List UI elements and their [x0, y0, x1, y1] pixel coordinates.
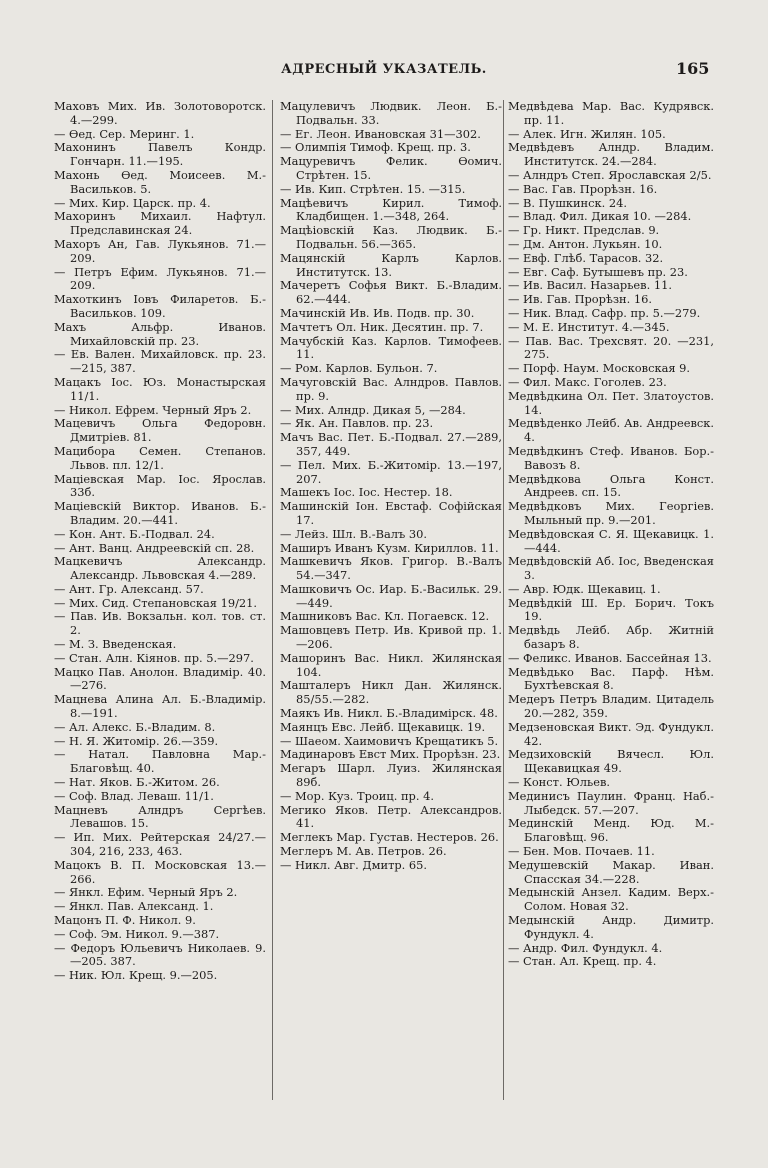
directory-entry: — Алндръ Степ. Ярославская 2/5. — [508, 167, 712, 182]
directory-entry: Мацневъ Алндръ Сергѣев. Левашов. 15. — [54, 802, 266, 831]
directory-entry: — Олимпія Тимоф. Крещ. пр. 3. — [280, 140, 471, 155]
directory-entry: Мацуревичъ Фелик. Ѳомич. Стрѣтен. 15. — [280, 154, 502, 182]
directory-entry: — Ѳед. Сер. Меринг. 1. — [54, 126, 195, 141]
directory-entry: — Влад. Фил. Дикая 10. —284. — [508, 209, 692, 224]
directory-entry: — Пав. Ив. Вокзальн. кол. тов. ст. 2. — [54, 609, 266, 638]
column-divider — [272, 100, 273, 1100]
directory-entry: Медвѣдько Вас. Парф. Нѣм. Бухтѣевская 8. — [508, 664, 714, 693]
directory-entry: — Петръ Ефим. Лукьянов. 71.—209. — [54, 264, 266, 293]
directory-entry: — Ег. Леон. Ивановская 31—302. — [280, 126, 481, 141]
directory-entry: Мацонъ П. Ф. Никол. 9. — [54, 913, 196, 928]
directory-entry: Мацнева Алина Ал. Б.-Владимір. 8.—191. — [54, 692, 266, 721]
directory-entry: Медвѣдкова Ольга Конст. Андреев. сп. 15. — [508, 471, 714, 500]
directory-entry: Маховъ Мих. Ив. Золотоворотск. 4.—299. — [54, 100, 266, 127]
directory-entry: — Шаеом. Хаимовичъ Крещатикъ 5. — [280, 733, 499, 748]
directory-entry: — Кон. Ант. Б.-Подвал. 24. — [54, 526, 215, 541]
column-divider — [503, 100, 504, 1100]
directory-entry: — Соф. Эм. Никол. 9.—387. — [54, 926, 220, 941]
directory-entry: Машталеръ Никл Дан. Жилянск. 85/55.—282. — [280, 678, 502, 707]
directory-entry: — Ант. Гр. Александ. 57. — [54, 581, 204, 596]
directory-entry: — Конст. Юльев. — [508, 775, 611, 790]
directory-entry: — Стан. Алн. Кіянов. пр. 5.—297. — [54, 650, 254, 665]
directory-entry: — Бен. Мов. Почаев. 11. — [508, 844, 655, 859]
directory-entry: — Янкл. Ефим. Черный Яръ 2. — [54, 885, 238, 900]
directory-entry: Махонь Ѳед. Моисеев. М.-Васильков. 5. — [54, 167, 266, 196]
directory-entry: — Мих. Алндр. Дикая 5, —284. — [280, 402, 466, 417]
directory-entry: Машоринъ Вас. Никл. Жилянская 104. — [280, 650, 502, 679]
directory-entry: — Натал. Павловна Мар.-Благовѣщ. 40. — [54, 747, 266, 776]
directory-entry: — Мих. Кир. Царск. пр. 4. — [54, 195, 211, 210]
directory-entry: Махъ Альфр. Иванов. Михайловскій пр. 23. — [54, 319, 266, 348]
directory-entry: Медвѣдевъ Алндр. Владим. Институтск. 24.—284. — [508, 140, 714, 169]
directory-entry: — Фил. Макс. Гоголев. 23. — [508, 374, 667, 389]
directory-column-1 — [54, 100, 266, 1110]
directory-entry: Мацѣевичъ Кирил. Тимоф. Кладбищен. 1.—348, 264. — [280, 195, 502, 224]
directory-entry: — Ив. Гав. Прорѣзн. 16. — [508, 292, 652, 307]
directory-entry: Мацко Пав. Анолон. Владимір. 40.—276. — [54, 664, 266, 693]
directory-entry: — Пав. Вас. Трехсвят. 20. —231, 275. — [508, 333, 714, 362]
directory-entry: — М. З. Введенская. — [54, 637, 177, 652]
directory-entry: Мацевичъ Ольга Федоровн. Дмитріев. 81. — [54, 416, 266, 445]
directory-entry: Мединскій Менд. Юд. М.-Благовѣщ. 96. — [508, 816, 714, 845]
directory-entry: Маянцъ Евс. Лейб. Щекавицк. 19. — [280, 719, 486, 734]
page-header-title: АДРЕСНЫЙ УКАЗАТЕЛЬ. — [281, 62, 487, 77]
directory-entry: — В. Пушкинск. 24. — [508, 195, 628, 210]
directory-column-2 — [280, 100, 502, 1110]
directory-entry: Маякъ Ив. Никл. Б.-Владимірск. 48. — [280, 706, 498, 721]
directory-entry: — Ант. Ванц. Андреевскій сп. 28. — [54, 540, 255, 555]
directory-entry: — Авр. Юдк. Щекавиц. 1. — [508, 581, 661, 596]
directory-entry: Мачуговскій Вас. Алндров. Павлов. пр. 9. — [280, 374, 502, 403]
directory-entry: Медвѣденко Лейб. Ав. Андреевск. 4. — [508, 416, 714, 445]
directory-entry: Мацокъ В. П. Московская 13.—266. — [54, 857, 266, 886]
directory-entry: — Дм. Антон. Лукьян. 10. — [508, 236, 663, 251]
directory-entry: Медвѣдовская С. Я. Щекавицк. 1.—444. — [508, 526, 714, 555]
directory-entry: Медвѣдкина Ол. Пет. Златоустов. 14. — [508, 388, 714, 417]
directory-entry: Меглеръ М. Ав. Петров. 26. — [280, 844, 447, 859]
directory-entry: — М. Е. Институт. 4.—345. — [508, 319, 670, 334]
directory-entry: — Мор. Куз. Троиц. пр. 4. — [280, 788, 434, 803]
directory-entry: Медеръ Петръ Владим. Цитадель 20.—282, 359. — [508, 692, 714, 721]
directory-entry: Медвѣдкій Ш. Ер. Борич. Токъ 19. — [508, 595, 714, 624]
directory-entry: Машинскій Іон. Евстаф. Софійская 17. — [280, 499, 502, 527]
directory-entry: — Гр. Никт. Предслав. 9. — [508, 223, 660, 238]
directory-entry: — Феликс. Иванов. Бассейная 13. — [508, 650, 712, 665]
directory-entry: Махоринъ Михаил. Нафтул. Предславинская 24. — [54, 209, 266, 238]
directory-entry: Мацкевичъ Александр. Александр. Львовская 4.—289. — [54, 554, 266, 583]
directory-entry: Машниковъ Вас. Кл. Погаевск. 12. — [280, 609, 490, 624]
directory-entry: — Вас. Гав. Прорѣзн. 16. — [508, 181, 658, 196]
directory-entry: Мацѣіовскій Каз. Людвик. Б.-Подвальн. 56.—365. — [280, 223, 502, 251]
directory-entry: Мачъ Вас. Пет. Б.-Подвал. 27.—289, 357, 449. — [280, 430, 502, 458]
directory-entry: — Лейз. Шл. В.-Валъ 30. — [280, 526, 427, 541]
directory-entry: Медвѣдковъ Мих. Георгіев. Мыльный пр. 9.—201. — [508, 499, 714, 527]
directory-entry: — Никл. Авг. Дмитр. 65. — [280, 857, 428, 872]
directory-entry: — Порф. Наум. Московская 9. — [508, 361, 691, 376]
directory-entry: Медвѣдева Мар. Вас. Кудрявск. пр. 11. — [508, 100, 714, 127]
directory-entry: — Соф. Влад. Леваш. 11/1. — [54, 788, 214, 803]
directory-entry: Мацибора Семен. Степанов. Львов. пл. 12/1. — [54, 443, 266, 472]
directory-entry: — Алек. Игн. Жилян. 105. — [508, 126, 666, 141]
directory-entry: Мегаръ Шарл. Луиз. Жилянская 89б. — [280, 761, 502, 790]
directory-entry: — Стан. Ал. Крещ. пр. 4. — [508, 954, 657, 969]
directory-entry: Медынскій Андр. Димитр. Фундукл. 4. — [508, 913, 714, 941]
directory-entry: Медвѣдь Лейб. Абр. Житній базаръ 8. — [508, 623, 714, 652]
directory-entry: — Н. Я. Житомір. 26.—359. — [54, 733, 219, 748]
directory-entry: Медвѣдовскій Аб. Іос, Введенская 3. — [508, 554, 714, 583]
directory-entry: — Янкл. Пав. Александ. 1. — [54, 899, 214, 914]
page-number: 165 — [676, 59, 710, 78]
directory-entry: Медынскій Анзел. Кадим. Верх.-Солом. Новая 32. — [508, 885, 714, 914]
directory-entry: — Ром. Карлов. Бульон. 7. — [280, 361, 438, 376]
directory-entry: Мегико Яков. Петр. Александров. 41. — [280, 802, 502, 831]
directory-entry: — Ив. Кип. Стрѣтен. 15. —315. — [280, 181, 466, 196]
directory-entry: Мацянскій Карлъ Карлов. Институтск. 13. — [280, 250, 502, 279]
directory-entry: Мацакъ Іос. Юз. Монастырская 11/1. — [54, 374, 266, 403]
directory-entry: Мачеретъ Софья Викт. Б.-Владим. 62.—444. — [280, 278, 502, 307]
directory-entry: Машкевичъ Яков. Григор. В.-Валъ 54.—347. — [280, 554, 502, 583]
directory-entry: Машковичъ Ос. Иар. Б.-Васильк. 29.—449. — [280, 581, 502, 610]
directory-entry: Махонинъ Павелъ Кондр. Гончарн. 11.—195. — [54, 140, 266, 169]
directory-entry: — Нат. Яков. Б.-Житом. 26. — [54, 775, 220, 790]
directory-entry: Мединисъ Паулин. Франц. Наб.-Лыбедск. 57.—207. — [508, 788, 714, 817]
directory-entry: — Пел. Мих. Б.-Житомір. 13.—197, 207. — [280, 457, 502, 486]
directory-entry: — Ип. Мих. Рейтерская 24/27.—304, 216, 233, 463. — [54, 830, 266, 859]
directory-entry: — Ал. Алекс. Б.-Владим. 8. — [54, 719, 216, 734]
directory-entry: — Никол. Ефрем. Черный Яръ 2. — [54, 402, 252, 417]
directory-entry: — Мих. Сид. Степановская 19/21. — [54, 595, 258, 610]
directory-entry: Медвѣдкинъ Стеф. Иванов. Бор.-Вавозъ 8. — [508, 443, 714, 472]
directory-entry: Махоткинъ Іовъ Филаретов. Б.-Васильков. 109. — [54, 292, 266, 320]
directory-entry: Медзеновская Викт. Эд. Фундукл. 42. — [508, 719, 714, 748]
directory-entry: Мадинаровъ Евст Мих. Прорѣзн. 23. — [280, 747, 501, 762]
directory-entry: — Андр. Фил. Фундукл. 4. — [508, 940, 663, 955]
directory-entry: — Як. Ан. Павлов. пр. 23. — [280, 416, 434, 431]
directory-entry: Маціевская Мар. Іос. Ярослав. 33б. — [54, 471, 266, 500]
directory-entry: — Евф. Глѣб. Тарасов. 32. — [508, 250, 664, 265]
directory-entry: — Евг. Саф. Бутышевъ пр. 23. — [508, 264, 688, 279]
directory-column-3 — [508, 100, 714, 1110]
directory-entry: — Ив. Васил. Назарьев. 11. — [508, 278, 672, 293]
directory-entry: — Ник. Влад. Сафр. пр. 5.—279. — [508, 305, 701, 320]
directory-entry: Меглекъ Мар. Густав. Нестеров. 26. — [280, 830, 499, 845]
directory-entry: Мачтетъ Ол. Ник. Десятин. пр. 7. — [280, 319, 484, 334]
directory-entry: Медушевскій Макар. Иван. Спасская 34.—228. — [508, 857, 714, 886]
directory-entry: — Ев. Вален. Михайловск. пр. 23.—215, 387. — [54, 347, 266, 376]
directory-entry: Мачубскій Каз. Карлов. Тимофеев. 11. — [280, 333, 502, 362]
directory-entry: — Ник. Юл. Крещ. 9.—205. — [54, 968, 218, 983]
directory-entry: Машовцевъ Петр. Ив. Кривой пр. 1.—206. — [280, 623, 502, 652]
directory-entry: Мацулевичъ Людвик. Леон. Б.-Подвальн. 33. — [280, 100, 502, 127]
directory-entry: Медзиховскій Вячесл. Юл. Щекавицкая 49. — [508, 747, 714, 776]
directory-entry: Махоръ Ан, Гав. Лукьянов. 71.—209. — [54, 236, 266, 265]
directory-entry: Маширъ Иванъ Кузм. Кириллов. 11. — [280, 540, 499, 555]
directory-entry: Машекъ Іос. Іос. Нестер. 18. — [280, 485, 453, 500]
directory-entry: Мачинскій Ив. Ив. Подв. пр. 30. — [280, 305, 475, 320]
directory-entry: — Федоръ Юльевичъ Николаев. 9.—205. 387. — [54, 940, 266, 969]
directory-entry: Маціевскій Виктор. Иванов. Б.-Владим. 20.—441. — [54, 499, 266, 527]
